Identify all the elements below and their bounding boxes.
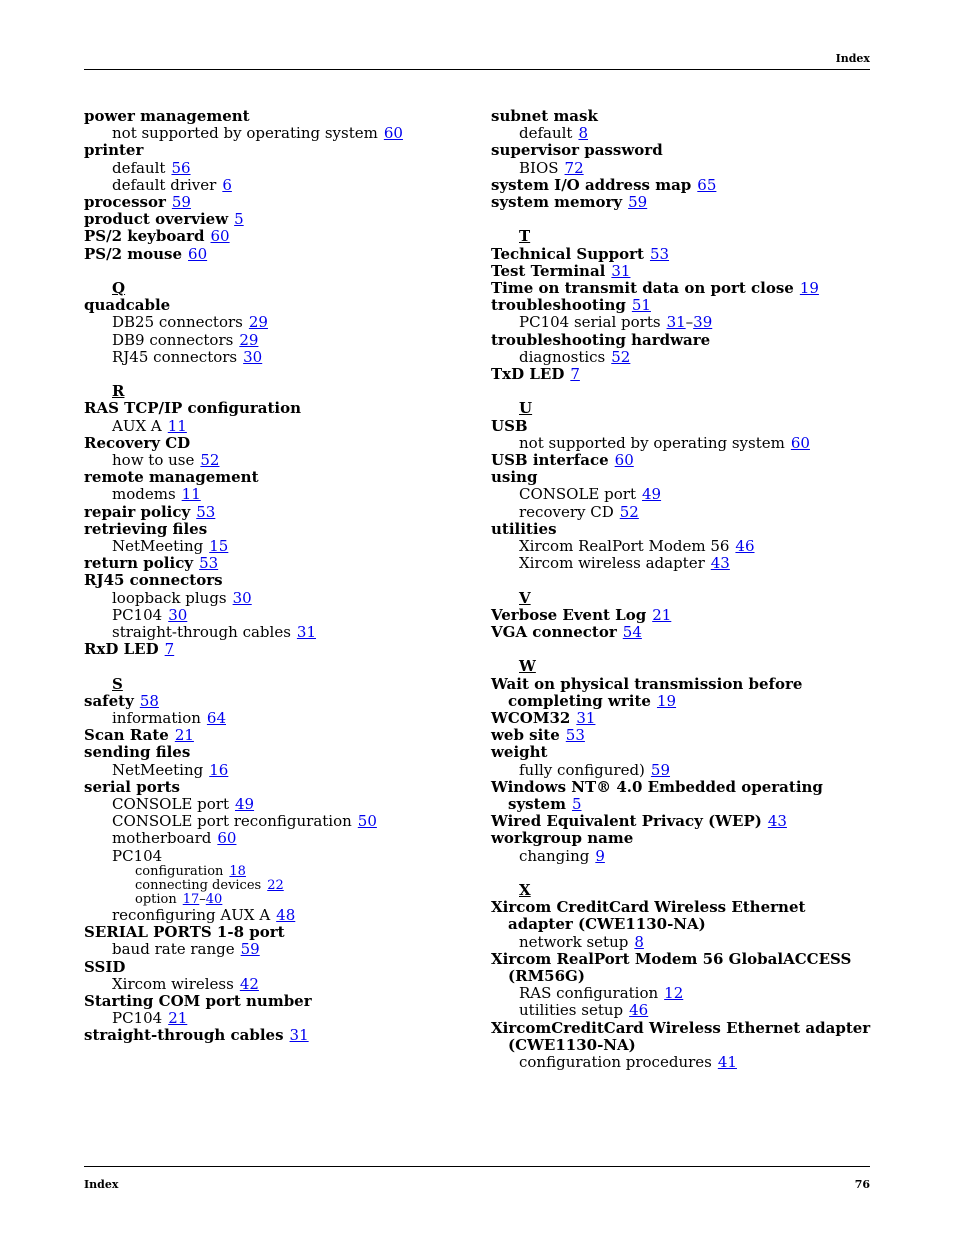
page-link[interactable]: 5: [571, 795, 582, 814]
page-link[interactable]: 53: [199, 554, 219, 573]
page-link[interactable]: 31: [576, 709, 596, 728]
index-subentry: [491, 504, 871, 521]
index-term: NetMeeting: [112, 760, 204, 779]
index-entry: [491, 452, 871, 469]
index-term: Test Terminal: [491, 261, 606, 280]
index-entry: [84, 959, 464, 976]
page-link[interactable]: 31: [666, 313, 686, 332]
page-link[interactable]: 59: [240, 940, 260, 959]
index-subentry: [84, 830, 464, 847]
index-subentry: [491, 762, 871, 779]
index-entry: [491, 418, 871, 435]
index-entry: [84, 142, 464, 159]
index-subentry: [491, 985, 871, 1002]
index-letter-heading: U: [519, 399, 533, 418]
index-entry: [491, 297, 871, 314]
page-link[interactable]: 43: [710, 554, 730, 573]
index-term: Xircom wireless adapter: [519, 554, 705, 573]
index-subentry: [84, 607, 464, 624]
index-term: loopback plugs: [112, 588, 227, 607]
index-term: default: [112, 158, 166, 177]
page-link[interactable]: 12: [664, 984, 684, 1003]
page-link[interactable]: 49: [234, 795, 255, 814]
page-link[interactable]: 60: [614, 451, 634, 470]
index-subentry: [84, 893, 464, 907]
index-entry: [84, 228, 464, 245]
page-link[interactable]: 60: [210, 227, 230, 246]
index-entry: [84, 211, 464, 228]
page-link[interactable]: 53: [196, 502, 216, 521]
index-entry: [491, 108, 871, 125]
index-subentry: [84, 486, 464, 503]
page-link[interactable]: 19: [656, 691, 677, 710]
index-letter-heading: W: [519, 657, 536, 676]
page-link[interactable]: 50: [357, 812, 377, 831]
index-term: SERIAL PORTS 1-8 port: [84, 923, 285, 942]
page-link[interactable]: 31: [611, 261, 631, 280]
index-term: SSID: [84, 957, 126, 976]
index-term: TxD LED: [491, 365, 565, 384]
index-term: PC104: [112, 1009, 163, 1028]
index-entry: [491, 194, 871, 211]
footer-section-label: Index: [84, 1178, 119, 1191]
index-entry: [84, 924, 464, 941]
index-term: motherboard: [112, 829, 212, 848]
index-letter-heading: Q: [112, 279, 126, 298]
page-link[interactable]: 60: [790, 433, 810, 452]
index-term: subnet mask: [491, 107, 598, 125]
index-entry: [84, 297, 464, 314]
index-term: CONSOLE port: [112, 795, 229, 814]
index-subentry: [84, 762, 464, 779]
page-link[interactable]: 21: [174, 726, 194, 745]
index-entry: [491, 710, 871, 727]
page-link[interactable]: 59: [628, 193, 648, 212]
index-entry: [84, 108, 464, 125]
index-subentry: [491, 349, 871, 366]
page-link[interactable]: 8: [634, 932, 644, 951]
index-subentry: [84, 941, 464, 958]
index-term: printer: [84, 141, 144, 160]
index-entry: [84, 744, 464, 761]
index-term: quadcable: [84, 296, 171, 315]
index-term: not supported by operating system: [519, 433, 785, 452]
index-subentry: [491, 538, 871, 555]
index-term: baud rate range: [112, 940, 235, 959]
page-link[interactable]: 59: [650, 760, 671, 779]
index-term: processor: [84, 193, 166, 212]
index-term: NetMeeting: [112, 537, 204, 556]
index-letter-heading: V: [519, 588, 531, 607]
index-term: workgroup name: [491, 829, 634, 848]
index-subentry: [84, 538, 464, 555]
page-link[interactable]: 7: [164, 640, 175, 659]
index-entry: [491, 280, 871, 297]
index-letter-heading: X: [519, 881, 531, 900]
index-term: RAS configuration: [519, 984, 659, 1003]
index-subentry: [84, 1010, 464, 1027]
page-link[interactable]: 41: [717, 1053, 737, 1072]
index-subentry: [491, 1054, 871, 1071]
index-term: not supported by operating system: [112, 124, 378, 143]
index-term: option: [135, 891, 177, 907]
index-entry: [84, 572, 464, 589]
index-term: PC104: [112, 605, 163, 624]
index-term: Recovery CD: [84, 433, 191, 452]
index-term: diagnostics: [519, 347, 606, 366]
index-term: DB9 connectors: [112, 330, 234, 349]
index-entry: [491, 624, 871, 641]
index-entry: [491, 607, 871, 624]
index-entry: [491, 830, 871, 847]
index-entry: [84, 693, 464, 710]
page-link[interactable]: 72: [564, 158, 584, 177]
index-term: safety: [84, 691, 134, 710]
page-link[interactable]: 49: [641, 485, 662, 504]
index-term: AUX A: [112, 416, 162, 435]
index-subentry: [491, 125, 871, 142]
index-term: troubleshooting hardware: [491, 330, 711, 349]
index-letter-heading: T: [519, 227, 531, 246]
index-term: recovery CD: [519, 502, 614, 521]
index-term: modems: [112, 485, 176, 504]
index-term: BIOS: [519, 158, 559, 177]
index-term: network setup: [519, 932, 629, 951]
index-term: RxD LED: [84, 640, 159, 659]
index-entry: [84, 779, 464, 796]
page-link[interactable]: 53: [565, 726, 585, 745]
index-entry: [84, 727, 464, 744]
index-entry: [491, 263, 871, 280]
page-link[interactable]: 52: [619, 502, 639, 521]
index-subentry: [84, 976, 464, 993]
index-term: how to use: [112, 451, 195, 470]
running-header-title: Index: [835, 52, 870, 65]
page-link[interactable]: 30: [232, 588, 252, 607]
page-link[interactable]: 53: [649, 244, 670, 263]
index-subentry: [491, 314, 871, 331]
index-term: using: [491, 468, 538, 487]
index-term: Windows NT® 4.0 Embedded operating system: [491, 777, 823, 814]
page-link[interactable]: 54: [622, 623, 642, 642]
index-subentry: [84, 879, 464, 893]
index-subentry: [491, 848, 871, 865]
index-term: Xircom wireless: [112, 974, 234, 993]
index-term: weight: [491, 743, 548, 762]
index-term: reconfiguring AUX A: [112, 905, 271, 924]
index-term: fully configured): [519, 760, 645, 779]
index-entry: [491, 142, 871, 159]
index-subentry: [491, 160, 871, 177]
page-link[interactable]: 40: [205, 891, 223, 907]
index-letter-heading: S: [112, 674, 123, 693]
index-entry: [491, 332, 871, 349]
index-entry: [84, 555, 464, 572]
page-link[interactable]: 59: [171, 193, 191, 212]
index-term: system I/O address map: [491, 175, 692, 194]
index-term: Verbose Event Log: [491, 605, 647, 624]
footer-rule: [84, 1166, 870, 1167]
index-entry: [84, 521, 464, 538]
index-term: PS/2 mouse: [84, 244, 183, 263]
page-link[interactable]: 16: [209, 760, 229, 779]
index-term: XircomCreditCard Wireless Ethernet adapter (CWE1130-NA): [491, 1018, 871, 1054]
index-subentry: [491, 555, 871, 572]
index-entry: [491, 469, 871, 486]
page-link[interactable]: 5: [234, 210, 244, 229]
index-term: Time on transmit data on port close: [491, 279, 794, 298]
index-term: connecting devices: [135, 877, 262, 893]
index-term: changing: [519, 846, 590, 865]
index-term: PC104 serial ports: [519, 313, 661, 332]
index-term: utilities setup: [519, 1001, 624, 1020]
index-term: remote management: [84, 468, 259, 487]
page-link[interactable]: 43: [767, 812, 787, 831]
index-term: straight-through cables: [112, 623, 291, 642]
index-term: supervisor password: [491, 141, 663, 160]
page-link[interactable]: 30: [243, 347, 263, 366]
index-term: Technical Support: [491, 244, 644, 263]
page-link[interactable]: 6: [222, 175, 232, 194]
index-subentry: [84, 160, 464, 177]
index-subentry: [84, 349, 464, 366]
index-term: retrieving files: [84, 519, 208, 538]
index-subentry: [491, 1002, 871, 1019]
index-term: default: [519, 124, 573, 143]
page-link[interactable]: 58: [139, 691, 159, 710]
index-term: default driver: [112, 175, 217, 194]
index-term: USB interface: [491, 451, 609, 470]
index-subentry: [84, 332, 464, 349]
index-column-right: [491, 108, 871, 1071]
index-term: product overview: [84, 210, 229, 229]
index-term: information: [112, 709, 201, 728]
index-term: troubleshooting: [491, 296, 626, 315]
index-entry: [84, 435, 464, 452]
index-entry: [84, 194, 464, 211]
page-link[interactable]: 52: [200, 451, 220, 470]
index-term: return policy: [84, 554, 194, 573]
index-entry: [84, 400, 464, 417]
page-link[interactable]: 39: [693, 313, 713, 332]
page-link[interactable]: 22: [267, 877, 284, 893]
index-subentry: [491, 486, 871, 503]
page-range-dash: –: [685, 313, 694, 332]
index-subentry: [84, 590, 464, 607]
index-term: Wait on physical transmission before completing write: [491, 674, 803, 710]
page-link[interactable]: 15: [209, 537, 229, 556]
index-entry: [84, 246, 464, 263]
index-subentry: [491, 435, 871, 452]
index-term: Wired Equivalent Privacy (WEP): [491, 812, 762, 831]
index-term: system memory: [491, 193, 623, 212]
index-entry: [491, 246, 871, 263]
index-entry: [491, 744, 871, 761]
page-range-dash: –: [199, 891, 206, 907]
index-entry: [84, 504, 464, 521]
page-link[interactable]: 21: [652, 605, 672, 624]
index-term: utilities: [491, 519, 557, 538]
index-subentry: [84, 865, 464, 879]
index-term: repair policy: [84, 502, 191, 521]
page-link[interactable]: 18: [229, 863, 246, 879]
page-link[interactable]: 11: [167, 416, 187, 435]
index-entry: [491, 521, 871, 538]
index-term: configuration: [135, 863, 224, 879]
page-number: 76: [854, 1178, 870, 1191]
index-column-left: [84, 108, 464, 1045]
index-subentry: [84, 813, 464, 830]
page-link[interactable]: 46: [735, 537, 755, 556]
index-term: DB25 connectors: [112, 313, 243, 332]
index-term: sending files: [84, 743, 191, 762]
page-link[interactable]: 31: [296, 623, 316, 642]
index-term: serial ports: [84, 777, 180, 796]
page-link[interactable]: 42: [239, 974, 259, 993]
index-entry: [84, 1027, 464, 1044]
index-entry: [491, 366, 871, 383]
index-subentry: [84, 125, 464, 142]
index-subentry: [84, 710, 464, 727]
page-link[interactable]: 30: [168, 605, 188, 624]
index-term: PS/2 keyboard: [84, 227, 205, 246]
page-link[interactable]: 11: [181, 485, 201, 504]
page-link[interactable]: 56: [171, 158, 191, 177]
index-subentry: [84, 177, 464, 194]
index-entry: [84, 993, 464, 1010]
index-term: web site: [491, 726, 560, 745]
index-term: VGA connector: [491, 623, 617, 642]
index-entry: [491, 951, 871, 985]
page-link[interactable]: 9: [595, 846, 605, 865]
index-term: CONSOLE port: [519, 485, 636, 504]
index-term: RAS TCP/IP configuration: [84, 399, 302, 418]
index-term: USB: [491, 416, 528, 435]
index-subentry: [84, 907, 464, 924]
index-subentry: [84, 452, 464, 469]
page-link[interactable]: 21: [168, 1009, 188, 1028]
index-term: PC104: [112, 846, 163, 865]
page-link[interactable]: 51: [631, 296, 651, 315]
index-subentry: [491, 934, 871, 951]
index-entry: [491, 813, 871, 830]
index-term: RJ45 connectors: [112, 347, 238, 366]
index-term: power management: [84, 107, 250, 125]
page-link[interactable]: 8: [578, 124, 589, 143]
index-term: CONSOLE port reconfiguration: [112, 812, 352, 831]
index-subentry: [84, 314, 464, 331]
page-link[interactable]: 46: [629, 1001, 649, 1020]
page-link[interactable]: 52: [611, 347, 631, 366]
index-entry: [491, 779, 871, 813]
index-term: Xircom RealPort Modem 56 GlobalACCESS (RM56G): [491, 949, 852, 986]
index-subentry: [84, 848, 464, 865]
page-link[interactable]: 60: [188, 244, 208, 263]
index-entry: [491, 676, 871, 710]
page-link[interactable]: 19: [799, 279, 819, 298]
index-term: configuration procedures: [519, 1053, 712, 1072]
page-link[interactable]: 17: [182, 891, 200, 907]
page-link[interactable]: 31: [289, 1026, 309, 1045]
page-link[interactable]: 29: [239, 330, 259, 349]
index-entry: [84, 641, 464, 658]
index-entry: [491, 727, 871, 744]
index-term: WCOM32: [491, 709, 571, 728]
index-entry: [491, 899, 871, 933]
index-entry: [84, 469, 464, 486]
index-subentry: [84, 796, 464, 813]
index-term: Starting COM port number: [84, 991, 312, 1010]
index-subentry: [84, 624, 464, 641]
page-link[interactable]: 64: [206, 709, 226, 728]
page-link[interactable]: 29: [248, 313, 268, 332]
index-term: Xircom CreditCard Wireless Ethernet adapter (CWE1130-NA): [491, 898, 806, 934]
index-entry: [491, 1020, 871, 1054]
index-letter-heading: R: [112, 382, 125, 401]
page-link[interactable]: 65: [697, 175, 717, 194]
index-term: Xircom RealPort Modem 56: [519, 537, 730, 556]
page-link[interactable]: 60: [217, 829, 237, 848]
index-term: RJ45 connectors: [84, 571, 223, 590]
index-term: straight-through cables: [84, 1026, 284, 1045]
index-subentry: [84, 418, 464, 435]
header-rule: [84, 69, 870, 70]
page-link[interactable]: 48: [276, 905, 296, 924]
index-term: Scan Rate: [84, 726, 169, 745]
page-link[interactable]: 60: [383, 124, 403, 143]
index-entry: [491, 177, 871, 194]
page-link[interactable]: 7: [570, 365, 580, 384]
